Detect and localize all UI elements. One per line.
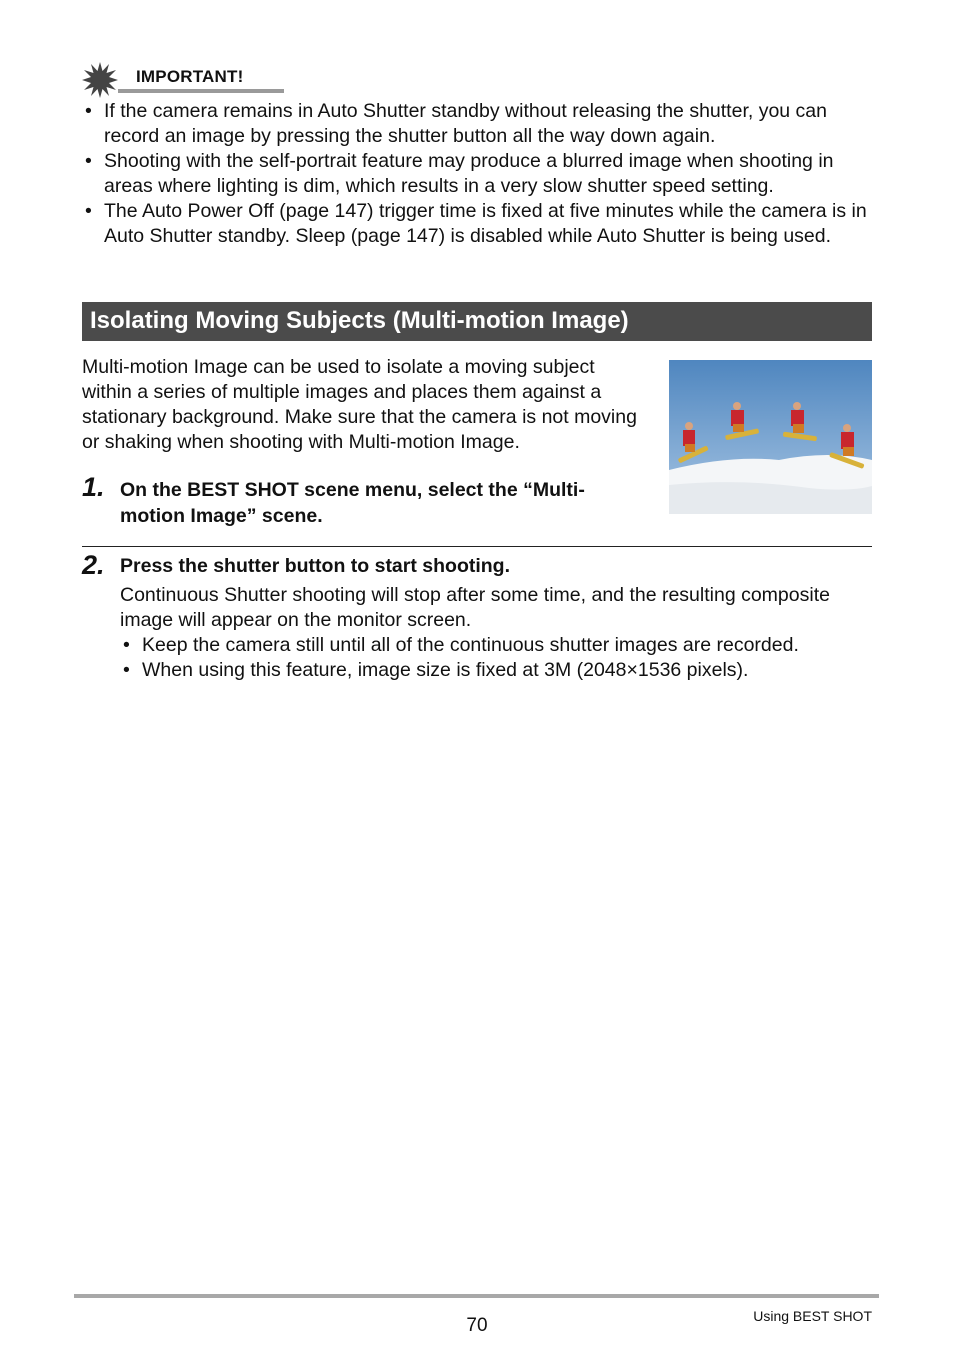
multi-motion-example-photo bbox=[669, 360, 872, 514]
page-number: 70 bbox=[466, 1315, 488, 1336]
step-number: 2. bbox=[82, 550, 105, 580]
section-title: Isolating Moving Subjects (Multi-motion Image) bbox=[90, 307, 629, 334]
important-label: IMPORTANT! bbox=[136, 67, 244, 86]
important-bullet: • The Auto Power Off (page 147) trigger time is fixed at five minutes while the camera is in Auto Shutter standby. Sleep (page 147) is disabled while Auto Shutter is being used. bbox=[82, 199, 882, 249]
step-bullet-list bbox=[120, 633, 880, 683]
step-instruction: On the BEST SHOT scene menu, select the “Multi-motion Image” scene. bbox=[120, 479, 585, 527]
section-intro: Multi-motion Image can be used to isolate a moving subject within a series of multiple images and places them against a stationary background. Make sure that the camera is not moving or shaking when shooting with Multi-motion Image. bbox=[82, 356, 637, 453]
important-bullet-list bbox=[82, 99, 882, 249]
step-bullet: • Keep the camera still until all of the continuous shutter images are recorded. bbox=[120, 633, 880, 658]
step-divider bbox=[82, 546, 872, 547]
important-bullet: • Shooting with the self-portrait feature may produce a blurred image when shooting in areas where lighting is dim, which results in a very slow shutter speed setting. bbox=[82, 149, 882, 199]
important-underline bbox=[118, 89, 284, 93]
important-bullet: • If the camera remains in Auto Shutter standby without releasing the shutter, you can record an image by pressing the shutter button all the way down again. bbox=[82, 99, 882, 149]
footer-rule bbox=[74, 1294, 879, 1298]
chapter-label: Using BEST SHOT bbox=[753, 1308, 872, 1324]
step-instruction: Press the shutter button to start shooting. bbox=[120, 555, 511, 577]
step-description: Continuous Shutter shooting will stop after some time, and the resulting composite image will appear on the monitor screen. bbox=[120, 584, 830, 631]
section-header-bar bbox=[82, 302, 872, 341]
step-bullet: • When using this feature, image size is fixed at 3M (2048×1536 pixels). bbox=[120, 658, 880, 683]
important-burst-icon bbox=[82, 62, 118, 98]
step-number: 1. bbox=[82, 472, 105, 502]
